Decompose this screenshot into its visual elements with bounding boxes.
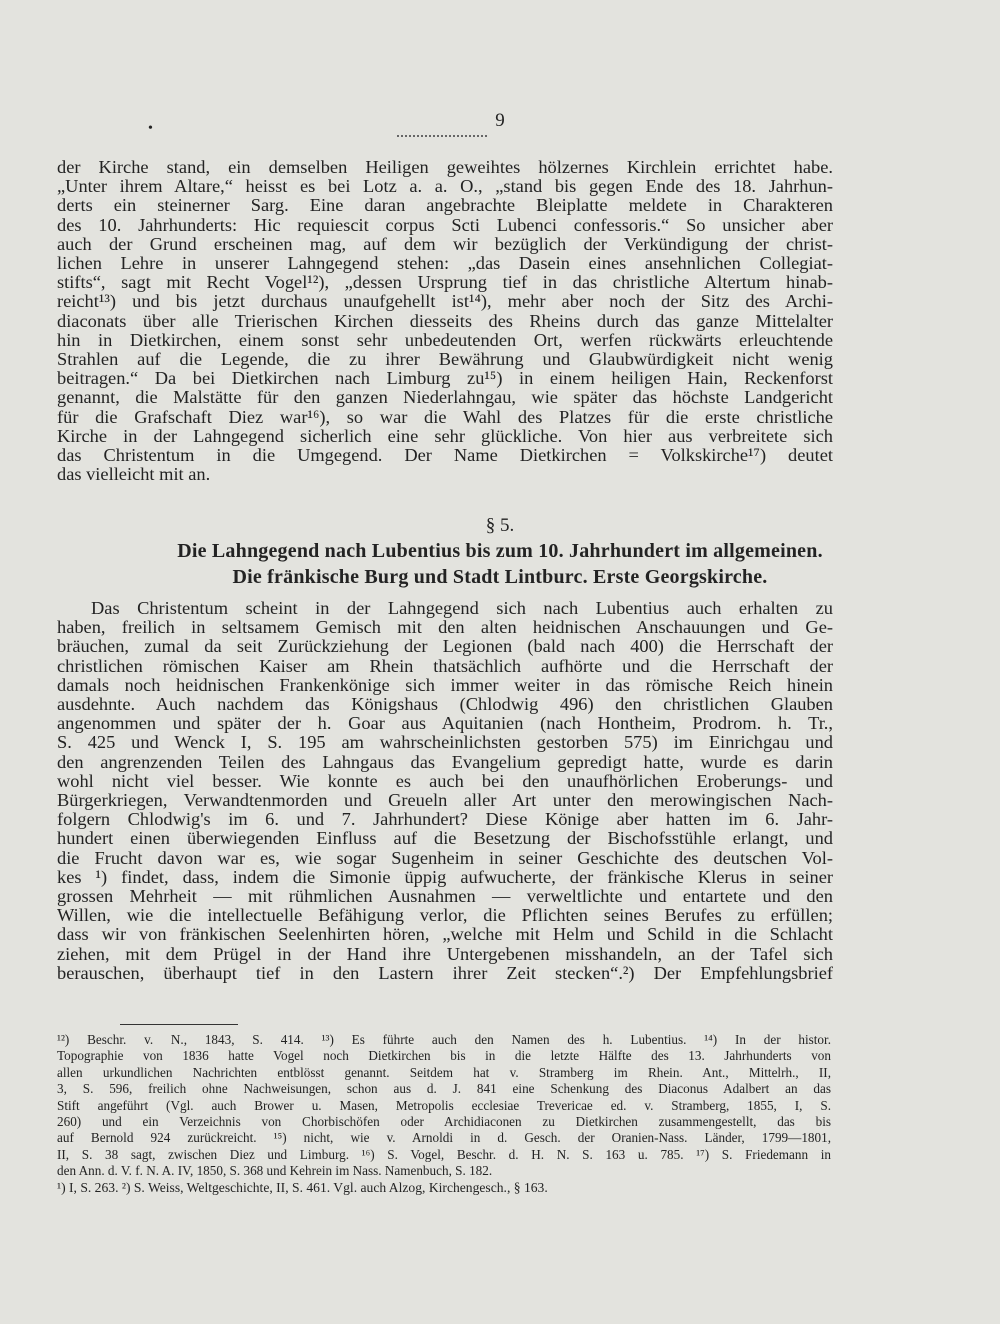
footnote-line: auf Bernold 924 zurückreicht. ¹⁵) nicht, wie v. Arnoldi in d. Gesch. der Oranien-Nass. Länder, 1799—1801, <box>57 1130 831 1146</box>
paragraph-section-5 <box>57 599 833 983</box>
page-number: 9 <box>495 110 505 131</box>
text-line: diaconats über alle Trierischen Kirchen diesseits des Rheins durch das ganze Mittelalter <box>57 310 833 331</box>
text-line: lichen Lehre in unserer Lahngegend stehen: „das Dasein eines ansehnlichen Collegiat- <box>57 253 833 274</box>
text-line: wohl nicht viel besser. Wie konnte es auch bei den unaufhörlichen Eroberungs- und <box>57 770 833 791</box>
text-line: Willen, wie die intellectuelle Befähigung verlor, die Pflichten seines Berufes zu erfüllen; <box>57 905 833 926</box>
text-line: grossen Mehrheit — mit rühmlichen Ausnahmen — verweltlichte und entartete und den <box>57 886 833 907</box>
text-line: ziehen, mit dem Prügel in der Hand ihre Untergebenen misshandeln, an der Tafel sich <box>57 943 833 964</box>
text-line: derts ein steinerner Sarg. Eine daran angebrachte Bleiplatte meldete in Charakteren <box>57 195 833 216</box>
footnote-line: II, S. 38 sagt, zwischen Diez und Limburg. ¹⁶) S. Vogel, Beschr. d. H. N. S. 163 u. 785. ¹⁷) S. Friedemann in <box>57 1146 831 1162</box>
footnote-divider <box>120 1024 238 1025</box>
page-number-ornament <box>397 131 487 137</box>
footnote-line: 260) und ein Verzeichnis von Chorbischöfen oder Archidiaconen zu Dietkirchen zusammengestellt, das bis <box>57 1114 831 1130</box>
text-line: angenommen und später der h. Goar aus Aquitanien (nach Hontheim, Prodrom. h. Tr., <box>57 713 833 734</box>
text-line: hundert einen überwiegenden Einfluss auf die Besetzung der Bischofsstühle erlangt, und <box>57 828 833 849</box>
footnote-line: 3, S. 596, freilich ohne Nachweisungen, schon aus d. J. 841 eine Schenkung des Diaconus Adalbert an das <box>57 1081 831 1097</box>
text-line: das Christentum in die Umgegend. Der Name Dietkirchen = Volkskirche¹⁷) deutet <box>57 445 833 466</box>
text-line: kes ¹) findet, dass, indem die Simonie üppig aufwucherte, der fränkische Klerus in seiner <box>57 866 833 887</box>
text-line: Kirche in der Lahngegend sicherlich eine sehr glückliche. Von hier aus verbreitete sich <box>57 425 833 446</box>
footnote-line: Stift angeführt (Vgl. auch Brower u. Masen, Metropolis ecclesiae Trevericae ed. v. Stramberg, 1855, I, S. <box>57 1097 831 1113</box>
text-line: die Frucht davon war es, wie sogar Sugenheim in seiner Geschichte des deutschen Vol- <box>57 847 833 868</box>
text-line: das vielleicht mit an. <box>57 464 211 485</box>
text-line: dass wir von fränkischen Seelenhirten hören, „welche mit Helm und Schild in die Schlacht <box>57 924 833 945</box>
text-line: folgern Chlodwig's im 6. und 7. Jahrhundert? Diese Könige aber hatten im 6. Jahr- <box>57 809 833 830</box>
footnote-line: ¹²) Beschr. v. N., 1843, S. 414. ¹³) Es führte auch den Namen des h. Lubentius. ¹⁴) In der histor. <box>57 1032 831 1047</box>
text-line: beitragen.“ Da bei Dietkirchen nach Limburg zu¹⁵) in einem heiligen Hain, Reckenforst <box>57 368 833 389</box>
text-line: der Kirche stand, ein demselben Heiligen geweihtes hölzernes Kirchlein errichtet habe. <box>57 157 833 177</box>
text-line: ausdehnte. Auch nachdem das Königshaus (Chlodwig 496) den christlichen Glauben <box>57 694 833 715</box>
text-line: bräuchen, zumal da seit Zurückziehung der Legionen (bald nach 400) die Herrschaft der <box>57 636 833 657</box>
text-line: für die Grafschaft Diez war¹⁶), so war die Wahl des Platzes für die erste christliche <box>57 406 833 427</box>
text-line: Das Christentum scheint in der Lahngegend sich nach Lubentius auch erhalten zu <box>91 598 833 618</box>
footnote-line: Topographie von 1836 hatte Vogel noch Dietkirchen bis in die letzte Hälfte des 13. Jahrhunderts von <box>57 1048 831 1064</box>
text-line: haben, freilich in seltsamem Gemisch mit den alten heidnischen Anschauungen und Ge- <box>57 617 833 638</box>
paragraph-continued <box>57 158 833 484</box>
text-line: reicht¹³) und bis jetzt durchaus unaufgehellt ist¹⁴), mehr aber noch der Sitz des Archi- <box>57 291 833 312</box>
text-line: „Unter ihrem Altare,“ heisst es bei Lotz a. a. O., „stand bis gegen Ende des 18. Jahrhun- <box>57 176 833 197</box>
text-line: christlichen römischen Kaiser am Rhein thatsächlich aufhörte und die Herrschaft der <box>57 655 833 676</box>
footnotes <box>57 1032 831 1196</box>
section-heading-line-1: Die Lahngegend nach Lubentius bis zum 10. Jahrhundert im allgemeinen. <box>177 540 823 562</box>
section-number: § 5. <box>485 515 515 536</box>
margin-dot: • <box>148 121 153 136</box>
footnote-line: ¹) I, S. 263. ²) S. Weiss, Weltgeschichte, II, S. 461. Vgl. auch Alzog, Kirchengesch., § 163. <box>57 1179 548 1195</box>
section-heading-line-2: Die fränkische Burg und Stadt Lintburc. Erste Georgskirche. <box>232 566 768 588</box>
text-line: Strahlen auf die Legende, die zu ihrer Bewährung und Glaubwürdigkeit nicht wenig <box>57 349 833 370</box>
text-line: hin in Dietkirchen, einem sonst sehr unbedeutenden Ort, werfen rückwärts erleuchtende <box>57 329 833 350</box>
footnote-line: den Ann. d. V. f. N. A. IV, 1850, S. 368 und Kehrein im Nass. Namenbuch, S. 182. <box>57 1163 493 1179</box>
text-line: berauschen, überhaupt tief in den Lastern ihrer Zeit stecken“.²) Der Empfehlungsbrief <box>57 962 833 983</box>
text-line: des 10. Jahrhunderts: Hic requiescit corpus Scti Lubenci confessoris.“ So unsicher aber <box>57 214 833 235</box>
text-line: Bürgerkriegen, Verwandtenmorden und Greueln aller Art unter den merowingischen Nach- <box>57 790 833 811</box>
text-line: damals noch heidnischen Frankenkönige sich immer weiter in das römische Reich hinein <box>57 674 833 695</box>
text-line: S. 425 und Wenck I, S. 195 am wahrscheinlichsten gestorben 575) im Einrichgau und <box>57 732 833 753</box>
text-line: den angrenzenden Teilen des Lahngaus das Evangelium gepredigt hatte, wurde es darin <box>57 751 833 772</box>
footnote-line: allen urkundlichen Nachrichten entblösst genannt. Seitdem hat v. Stramberg im Rhein. Ant., Mittelrh., II, <box>57 1064 831 1080</box>
text-line: auch der Grund erscheinen mag, auf dem wir bezüglich der Verkündigung der christ- <box>57 233 833 254</box>
text-line: stifts“, sagt mit Recht Vogel¹²), „dessen Ursprung tief in das christliche Altertum hinab- <box>57 272 833 293</box>
text-line: genannt, die Malstätte für den ganzen Niederlahngau, wie später das höchste Landgericht <box>57 387 833 408</box>
